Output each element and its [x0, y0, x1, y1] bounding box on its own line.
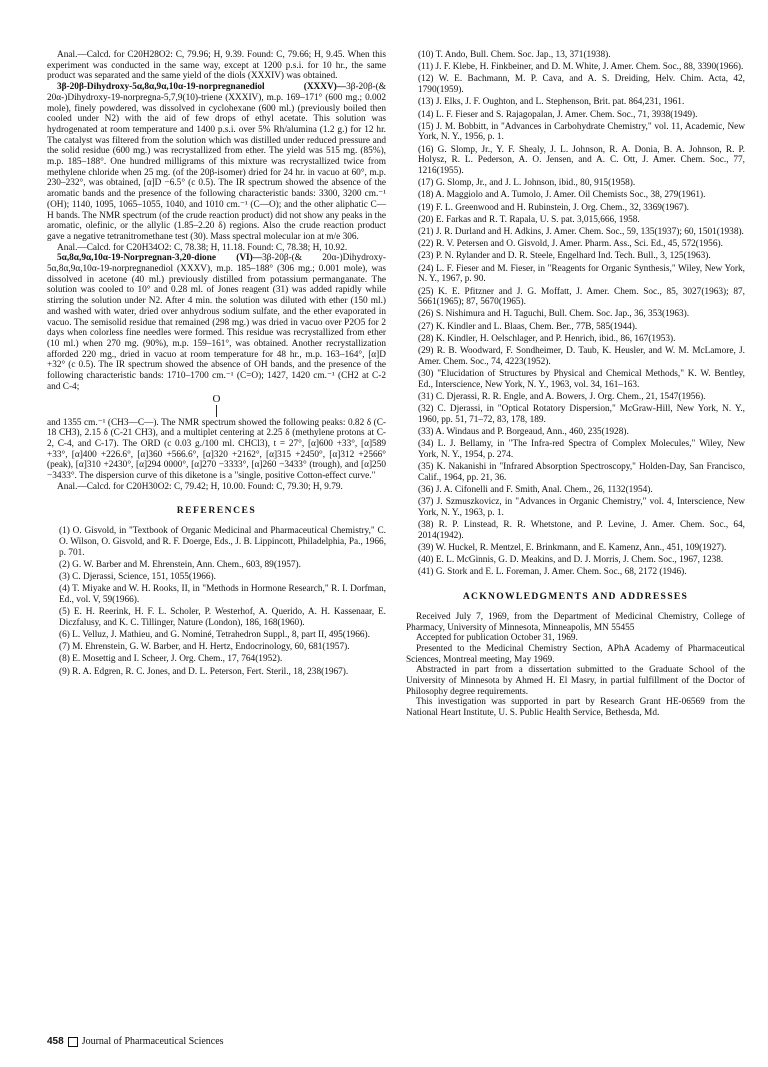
reference-item: (26) S. Nishimura and H. Taguchi, Bull. Chem. Soc. Jap., 36, 353(1963).	[418, 309, 690, 320]
page-footer	[47, 1036, 224, 1047]
compound-body-xxxv: 3β-20β-(& 20α-)Dihydroxy-19-norpregna-5,7,9(10)-triene (XXXIV), m.p. 169–171° (600 mg.; 0.002 mole), finely powdered, was dissolved in cyclohexane (600 ml.) (previously boiled then cooled under N2) with the aid of few drops of ethyl acetate. This solution was hydrogenated at room temperature and 1400 p.s.i. over 5% Rh/alumina (1.2 g.) for 12 hr. The catalyst was filtered from the solution which was distilled under reduced pressure and the solid residue (600 mg.) was recrystallized from ether. The yield was 515 mg. (85%), m.p. 185–188°. One hundred milligrams of this mixture was recrystallized twice from methylene chloride when 25 mg. (of the 20β-isomer) dried for 24 hr. in vacuo at 60°, m.p. 230–232°, was obtained, [α]D −6.5° (c 0.5). The IR spectrum showed the absence of the aromatic bands and the presence of the following characteristic bands: 3300, 3200 cm.⁻¹ (OH); 1140, 1095, 1065–1055, 1040, and 1010 cm.⁻¹ (C—O); and the other aliphatic C—H bands. The NMR spectrum (of the crude reaction product) did not show any peaks in the aromatic, olefinic, or the allylic (1.85–2.20 δ) regions. Also the crude reaction product gave a negative tetranitromethane test (30). Mass spectral molecular ion at m/e 306.	[47, 82, 386, 242]
reference-item: (8) E. Mosettig and I. Scheer, J. Org. Chem., 17, 764(1952).	[59, 654, 283, 665]
reference-item: (25) K. E. Pfitzner and J. G. Moffatt, J. Amer. Chem. Soc., 85, 3027(1963); 87, 5661(1965); 87, 5670(1965).	[418, 286, 745, 308]
references-heading: REFERENCES	[176, 505, 257, 517]
double-bond-mark	[216, 405, 217, 417]
reference-item: (10) T. Ando, Bull. Chem. Soc. Jap., 13, 371(1938).	[418, 50, 611, 60]
reference-item: (14) L. F. Fieser and S. Rajagopalan, J. Amer. Chem. Soc., 71, 3938(1949).	[418, 109, 698, 120]
carbonyl-symbol	[47, 392, 386, 418]
compound-body-vi: 3β-20β-(& 20α-)Dihydroxy-5α,8α,9α,10α-19-norpregnanediol (XXXV), m.p. 185–188° (306 mg.; 0.001 mole), was dissolved in acetone (40 ml.) previously distilled from potassium permanganate. The solution was cooled to 10° and 0.28 ml. of Jones reagent (31) was added rapidly while stirring the solution under N2. After 4 min. the solution was diluted with ether (150 ml.) and washed with water, dried over anhydrous sodium sulfate, and the ether evaporated in vacuo. The semisolid residue that remained (298 mg.) was dried in vacuo over P2O5 for 2 days when colorless fine needles were formed. This residue was recrystallized from ether (10 ml.) when 270 mg. (90%), m.p. 159–161°, was obtained. Another recrystallization afforded 220 mg., dried in vacuo at room temperature for 48 hr., m.p. 163–164°, [α]D +32° (c 0.5). The IR spectrum showed the absence of OH bands, and the presence of the following characteristic bands: 1710–1700 cm.⁻¹ (C=O); 1427, 1420 cm.⁻¹ (CH2 at C-2 and C-4;	[47, 253, 386, 392]
reference-item: (24) L. F. Fieser and M. Fieser, in "Reagents for Organic Synthesis," Wiley, New York, N. Y., 1967, p. 90.	[418, 263, 745, 285]
reference-item: (3) C. Djerassi, Science, 151, 1055(1966).	[59, 571, 216, 582]
experimental-paragraph-vi	[47, 253, 386, 392]
reference-item: (34) L. J. Bellamy, in "The Infra-red Spectra of Complex Molecules," Wiley, New York, N. Y., 1954, p. 274.	[418, 439, 745, 460]
compound-heading-vi: 5α,8α,9α,10α-19-Norpregnan-3,20-dione (VI)—	[57, 253, 263, 264]
reference-item: (23) P. N. Rylander and D. R. Steele, Engelhard Ind. Tech. Bull., 3, 125(1963).	[418, 251, 711, 262]
reference-item: (31) C. Djerassi, R. R. Engle, and A. Bowers, J. Org. Chem., 21, 1547(1956).	[418, 391, 706, 402]
reference-item: (21) J. R. Durland and H. Adkins, J. Amer. Chem. Soc., 59, 135(1937); 60, 1501(1938).	[418, 227, 744, 238]
references-list-left	[47, 526, 386, 677]
analysis-paragraph-2: Anal.—Calcd. for C20H34O2: C, 78.38; H, 11.18. Found: C, 78.38; H, 10.92.	[57, 242, 348, 253]
right-column	[406, 50, 745, 719]
experimental-paragraph-xxxv	[47, 82, 386, 243]
compound-heading-xxxv: 3β-20β-Dihydroxy-5α,8α,9α,10α-19-norpregnanediol (XXXV)—	[57, 82, 347, 93]
reference-item: (9) R. A. Edgren, R. C. Jones, and D. L. Peterson, Fert. Steril., 18, 238(1967).	[59, 666, 349, 677]
reference-item: (5) E. H. Reerink, H. F. L. Scholer, P. Westerhof, A. Querido, A. H. Kassenaar, E. Diczfalusy, and K. C. Tillinger, Nature (London), 186, 168(1960).	[59, 607, 386, 628]
acknowledgment-paragraph: Received July 7, 1969, from the Department of Medicinal Chemistry, College of Pharmacy, University of Minnesota, Minneapolis, MN 55455	[406, 611, 745, 633]
reference-item: (18) A. Maggiolo and A. Tumolo, J. Amer. Oil Chemists Soc., 38, 279(1961).	[418, 190, 706, 201]
references-list-right	[406, 50, 745, 578]
carbonyl-oxygen-label: O	[212, 392, 221, 405]
acknowledgment-paragraph: Accepted for publication October 31, 1969.	[416, 633, 578, 644]
reference-item: (38) R. P. Linstead, R. R. Whetstone, and P. Levine, J. Amer. Chem. Soc., 64, 2014(1942).	[418, 520, 745, 541]
analysis-paragraph-1: Anal.—Calcd. for C20H28O2: C, 79.96; H, 9.39. Found: C, 79.66; H, 9.45. When this experiment was conducted in the same way, except at 1200 p.s.i. for 10 hr., the same product was separated and the same yield of the diols (XXXIV) was obtained.	[47, 50, 386, 82]
analysis-paragraph-3: Anal.—Calcd. for C20H30O2: C, 79.42; H, 10.00. Found: C, 79.30; H, 9.79.	[57, 481, 343, 492]
reference-item: (36) J. A. Cifonelli and F. Smith, Anal. Chem., 26, 1132(1954).	[418, 485, 653, 496]
reference-item: (7) M. Ehrenstein, G. W. Barber, and H. Hertz, Endocrinology, 60, 681(1957).	[59, 642, 350, 653]
reference-item: (27) K. Kindler and L. Blaas, Chem. Ber., 77B, 585(1944).	[418, 321, 638, 332]
reference-item: (39) W. Huckel, R. Mentzel, E. Brinkmann, and E. Kamenz, Ann., 451, 109(1927).	[418, 543, 727, 554]
reference-item: (33) A. Windaus and P. Borgeaud, Ann., 460, 235(1928).	[418, 427, 629, 437]
reference-item: (40) E. L. McGinnis, G. D. Meakins, and D. J. Morris, J. Chem. Soc., 1967, 1238.	[418, 555, 724, 566]
reference-item: (15) J. M. Bobbitt, in "Advances in Carbohydrate Chemistry," vol. 11, Academic, New York, N. Y., 1956, p. 1.	[418, 121, 745, 143]
reference-item: (22) R. V. Petersen and O. Gisvold, J. Amer. Pharm. Ass., Sci. Ed., 45, 572(1956).	[418, 239, 723, 250]
reference-item: (37) J. Szmuszkovicz, in "Advances in Organic Chemistry," vol. 4, Interscience, New York, N. Y., 1963, p. 1.	[418, 497, 745, 518]
acknowledgment-paragraph: Abstracted in part from a dissertation submitted to the Graduate School of the University of Minnesota by Ahmed H. El Masry, in partial fulfillment of the Doctor of Philosophy degree requirements.	[406, 665, 745, 697]
nmr-ord-paragraph: and 1355 cm.⁻¹ (CH3—C—). The NMR spectrum showed the following peaks: 0.82 δ (C-18 CH3), 2.15 δ (C-21 CH3), and a multiplet centering at 2.25 δ (methylene protons at C-2, C-4, and C-17). The ORD (c 0.03 g./100 ml. CHCl3), t = 27°, [α]600 +33°, [α]589 +33°, [α]400 +226.6°, [α]360 +566.6°, [α]320 +2162°, [α]315 +2450°, [α]312 +2566° (peak), [α]310 +2430°, [α]294 0000°, [α]270 −3333°, [α]260 −3433° (trough), and [α]250 −3433°. The dispersion curve of this diketone is a "single, positive Cotton-effect curve."	[47, 417, 386, 482]
journal-name: Journal of Pharmaceutical Sciences	[81, 1036, 224, 1047]
reference-item: (2) G. W. Barber and M. Ehrenstein, Ann. Chem., 603, 89(1957).	[59, 559, 301, 570]
reference-item: (13) J. Elks, J. F. Oughton, and L. Stephenson, Brit. pat. 864,231, 1961.	[418, 97, 685, 108]
acknowledgments-heading: ACKNOWLEDGMENTS AND ADDRESSES	[462, 591, 689, 603]
reference-item: (6) L. Velluz, J. Mathieu, and G. Nominé, Tetrahedron Suppl., 8, part II, 495(1966).	[59, 629, 370, 640]
acknowledgment-paragraph: Presented to the Medicinal Chemistry Section, APhA Academy of Pharmaceutical Sciences, Montreal meeting, May 1969.	[406, 643, 745, 665]
left-column	[47, 50, 386, 679]
reference-item: (29) R. B. Woodward, F. Sondheimer, D. Taub, K. Heusler, and W. M. McLamore, J. Amer. Chem. Soc., 74, 4223(1952).	[418, 346, 745, 367]
reference-item: (41) G. Stork and E. L. Foreman, J. Amer. Chem. Soc., 68, 2172 (1946).	[418, 567, 687, 578]
reference-item: (28) K. Kindler, H. Oelschlager, and P. Henrich, ibid., 86, 167(1953).	[418, 333, 676, 344]
reference-item: (12) W. E. Bachmann, M. P. Cava, and A. S. Dreiding, Helv. Chim. Acta, 42, 1790(1959).	[418, 74, 745, 96]
reference-item: (20) E. Farkas and R. T. Rapala, U. S. pat. 3,015,666, 1958.	[418, 214, 640, 225]
acknowledgment-paragraph: This investigation was supported in part by Research Grant HE-06569 from the National Heart Institute, U. S. Public Health Service, Bethesda, Md.	[406, 697, 745, 719]
reference-item: (4) T. Miyake and W. H. Rooks, II, in "Methods in Hormone Research," R. I. Dorfman, Ed., vol. V, 59(1966).	[59, 584, 386, 605]
reference-item: (16) G. Slomp, Jr., Y. F. Shealy, J. L. Johnson, R. A. Donia, B. A. Johnson, R. P. Holysz, R. L. Pederson, A. O. Jensen, and A. C. Ott, J. Amer. Chem. Soc., 77, 1216(1955).	[418, 144, 745, 177]
reference-item: (1) O. Gisvold, in "Textbook of Organic Medicinal and Pharmaceutical Chemistry," C. O. Wilson, O. Gisvold, and R. F. Doerge, Eds., J. B. Lippincott, Philadelphia, Pa., 1966, p. 701.	[59, 526, 387, 558]
reference-item: (17) G. Slomp, Jr., and J. L. Johnson, ibid., 80, 915(1958).	[418, 178, 636, 189]
reference-item: (35) K. Nakanishi in "Infrared Absorption Spectroscopy," Holden-Day, San Francisco, Calif., 1964, pp. 21, 36.	[418, 462, 745, 483]
reference-item: (19) F. L. Greenwood and H. Rubinstein, J. Org. Chem., 32, 3369(1967).	[418, 202, 689, 213]
reference-item: (11) J. F. Klebe, H. Finkbeiner, and D. M. White, J. Amer. Chem. Soc., 88, 3390(1966).	[418, 62, 744, 73]
reference-item: (32) C. Djerassi, in "Optical Rotatory Dispersion," McGraw-Hill, New York, N. Y., 1960, pp. 51, 71–72, 83, 178, 189.	[418, 404, 745, 425]
square-icon	[68, 1037, 78, 1047]
reference-item: (30) "Elucidation of Structures by Physical and Chemical Methods," K. W. Bentley, Ed., Interscience, New York, N. Y., 1963, vol. 34, 161–163.	[418, 368, 745, 390]
acknowledgments-list	[406, 612, 745, 719]
page-number: 458	[47, 1036, 64, 1047]
